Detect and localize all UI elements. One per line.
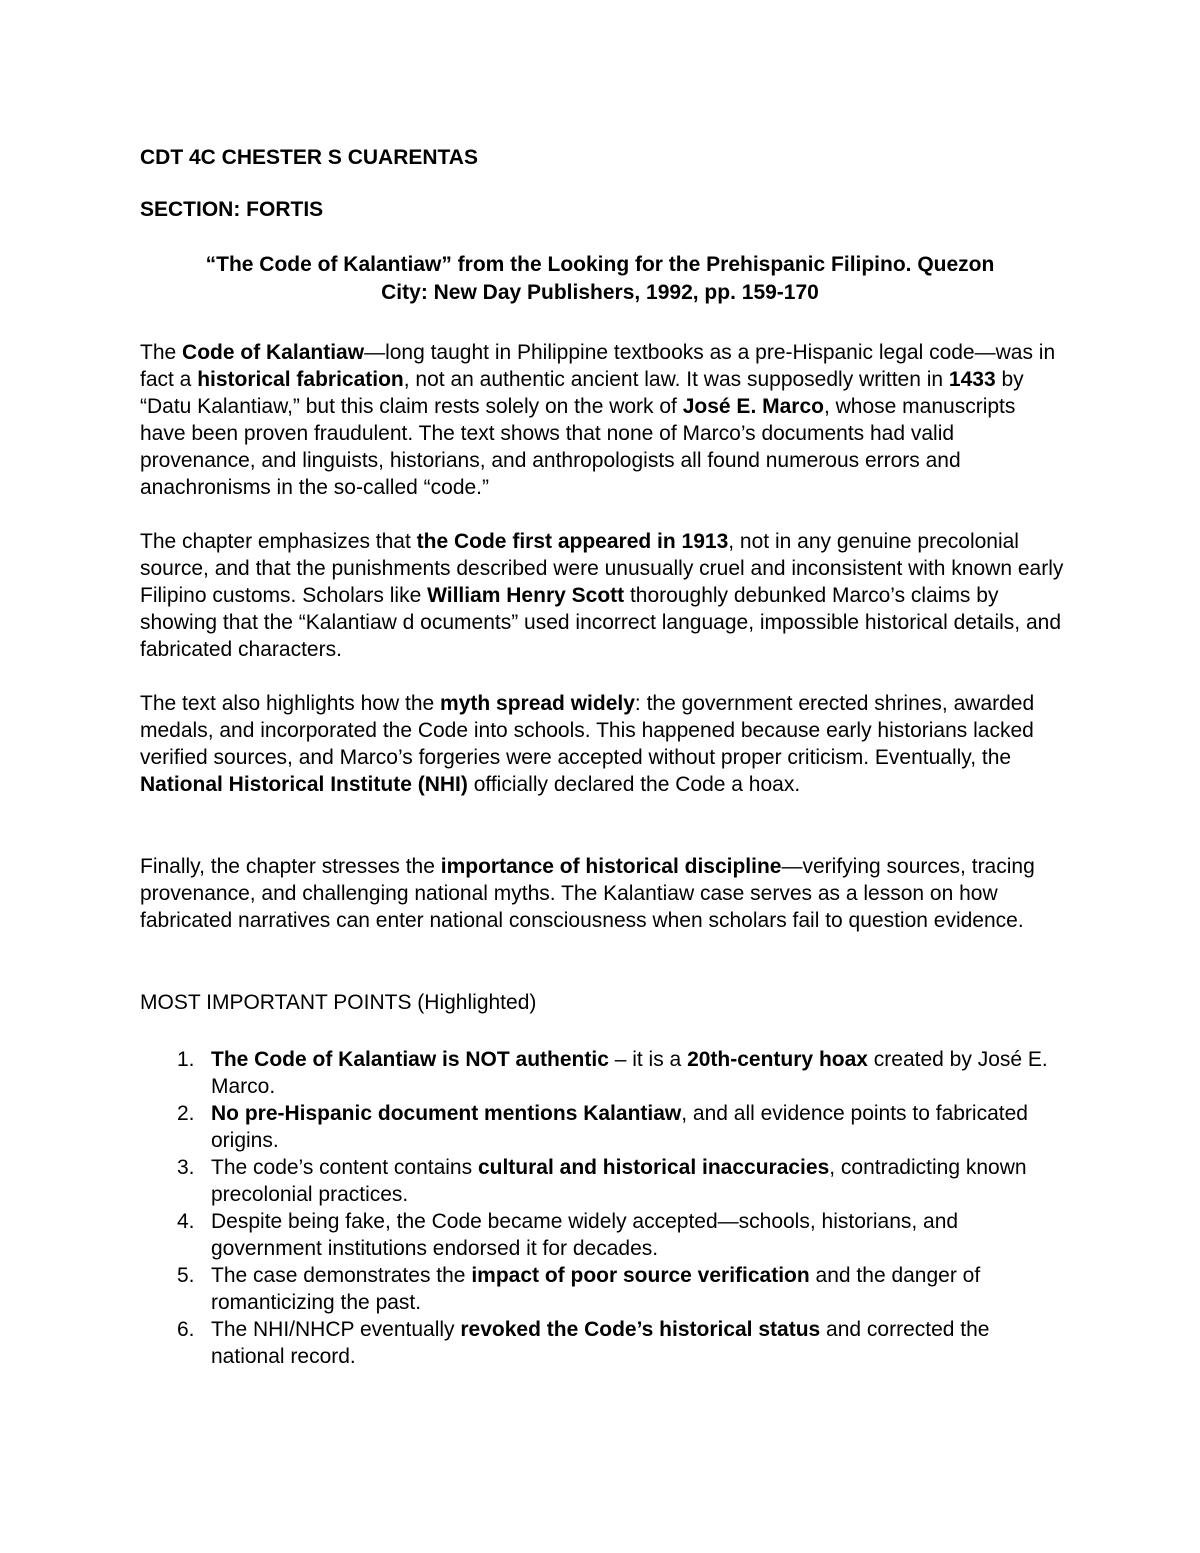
points-heading: MOST IMPORTANT POINTS (Highlighted) [140,991,537,1014]
paragraph-1 [140,339,1065,501]
p2-bold-2: William Henry Scott [427,584,625,607]
citation-line-2: City: New Day Publishers, 1992, pp. 159-170 [381,281,819,304]
p1-bold-4: José E. Marco [682,395,824,418]
student-name-line: CDT 4C CHESTER S CUARENTAS [140,146,478,169]
point-bold: The Code of Kalantiaw is NOT authentic [211,1048,609,1071]
list-item [140,1208,1065,1262]
p3-text-1: The text also highlights how the [140,692,441,715]
list-item [140,1046,1065,1100]
paragraph-4 [140,853,1065,934]
point-text: created by José E. Marco. [211,1048,1048,1098]
paragraph-2 [140,528,1065,663]
p2-text-2: , not in any genuine precolonial source, and that the punishments described were unusually cruel and inconsistent with known early Filipino customs. Scholars like [140,530,1064,607]
point-text: and corrected the national record. [211,1318,990,1368]
list-number: 4. [177,1210,195,1233]
list-item [140,1316,1065,1370]
point-text: The code’s content contains [211,1156,478,1179]
list-item [140,1154,1065,1208]
point-text: , contradicting known precolonial practices. [211,1156,1027,1206]
p2-text-3: thoroughly debunked Marco’s claims by showing that the “Kalantiaw d ocuments” used incorrect language, impossible historical details, and fabricated characters. [140,584,1062,661]
p4-text-2: —verifying sources, tracing provenance, and challenging national myths. The Kalantiaw case serves as a lesson on how fabricated narratives can enter national consciousness when scholars fail to question evidence. [140,855,1035,932]
p1-text-4: by “Datu Kalantiaw,” but this claim rests solely on the work of [140,368,1024,418]
point-bold: revoked the Code’s historical status [460,1318,821,1341]
citation-line-1: “The Code of Kalantiaw” from the Looking for the Prehispanic Filipino. Quezon [205,253,995,276]
point-text: The NHI/NHCP eventually [211,1318,461,1341]
p3-text-3: officially declared the Code a hoax. [467,773,801,796]
list-number: 1. [177,1048,195,1071]
point-text: Despite being fake, the Code became widely accepted—schools, historians, and government institutions endorsed it for decades. [211,1210,959,1260]
point-bold: cultural and historical inaccuracies [477,1156,830,1179]
p1-text-5: , whose manuscripts have been proven fraudulent. The text shows that none of Marco’s documents had valid provenance, and linguists, historians, and anthropologists all found numerous errors and anachronisms in the so-called “code.” [140,395,1016,499]
section-line: SECTION: FORTIS [140,198,324,221]
p3-bold-2: National Historical Institute (NHI) [140,773,468,796]
list-item [140,1262,1065,1316]
p1-bold-1: Code of Kalantiaw [182,341,365,364]
important-points-list [140,1046,1065,1370]
p4-bold-1: importance of historical discipline [440,855,782,878]
point-bold: No pre-Hispanic document mentions Kalantiaw [211,1102,682,1125]
p1-bold-3: 1433 [948,368,996,391]
paragraph-3 [140,690,1065,798]
list-item [140,1100,1065,1154]
list-number: 6. [177,1318,195,1341]
p4-text-1: Finally, the chapter stresses the [140,855,441,878]
list-number: 2. [177,1102,195,1125]
p3-bold-1: myth spread widely [440,692,635,715]
p2-bold-1: the Code first appeared in 1913 [416,530,729,553]
point-text: and the danger of romanticizing the past. [211,1264,981,1314]
p3-text-2: : the government erected shrines, awarded medals, and incorporated the Code into schools. This happened because early historians lacked verified sources, and Marco’s forgeries were accepted without proper criticism. Eventually, the [140,692,1035,769]
p2-text-1: The chapter emphasizes that [140,530,417,553]
list-number: 3. [177,1156,195,1179]
point-text: – it is a [608,1048,688,1071]
point-bold: 20th-century hoax [687,1048,868,1071]
p1-text-1: The [140,341,183,364]
p1-text-2: —long taught in Philippine textbooks as a pre-Hispanic legal code—was in fact a [140,341,1056,391]
point-text: , and all evidence points to fabricated origins. [211,1102,1028,1152]
citation-title [140,251,1060,307]
point-bold: impact of poor source verification [471,1264,810,1287]
p1-bold-2: historical fabrication [197,368,404,391]
p1-text-3: , not an authentic ancient law. It was supposedly written in [403,368,949,391]
point-text: The case demonstrates the [211,1264,472,1287]
list-number: 5. [177,1264,195,1287]
